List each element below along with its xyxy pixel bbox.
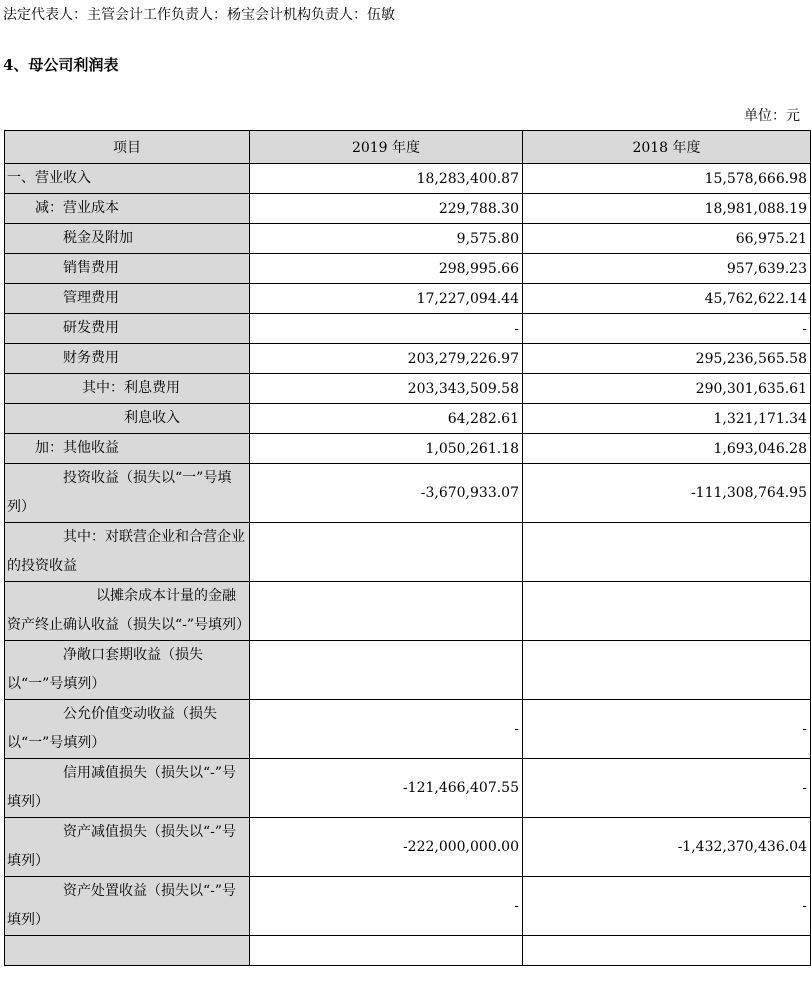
row-label: 减：营业成本 xyxy=(5,194,250,224)
table-row xyxy=(5,700,811,759)
row-label: 公允价值变动收益（损失以“一”号填列） xyxy=(5,700,250,759)
column-header-2018: 2018 年度 xyxy=(523,131,811,164)
table-row xyxy=(5,434,811,464)
value-2018 xyxy=(523,641,811,700)
row-label: 财务费用 xyxy=(5,344,250,374)
row-label: 投资收益（损失以“一”号填列） xyxy=(5,464,250,523)
value-2018: 957,639.23 xyxy=(523,254,811,284)
value-2018: 1,321,171.34 xyxy=(523,404,811,434)
value-2018: 18,981,088.19 xyxy=(523,194,811,224)
table-row xyxy=(5,224,811,254)
row-label: 税金及附加 xyxy=(5,224,250,254)
table-row xyxy=(5,464,811,523)
value-2019: 9,575.80 xyxy=(250,224,523,254)
value-2019: 1,050,261.18 xyxy=(250,434,523,464)
table-row xyxy=(5,284,811,314)
row-label: 资产处置收益（损失以“-”号填列） xyxy=(5,877,250,936)
table-row xyxy=(5,194,811,224)
column-header-item: 项目 xyxy=(5,131,250,164)
table-row xyxy=(5,404,811,434)
row-label: 利息收入 xyxy=(5,404,250,434)
row-label: 信用减值损失（损失以“-”号填列） xyxy=(5,759,250,818)
value-2018: 295,236,565.58 xyxy=(523,344,811,374)
row-label: 管理费用 xyxy=(5,284,250,314)
table-body xyxy=(5,164,811,966)
value-2019: - xyxy=(250,700,523,759)
value-2018: 66,975.21 xyxy=(523,224,811,254)
value-2018 xyxy=(523,936,811,966)
table-row xyxy=(5,164,811,194)
value-2019: 64,282.61 xyxy=(250,404,523,434)
value-2018: - xyxy=(523,314,811,344)
value-2018: - xyxy=(523,700,811,759)
row-label: 一、营业收入 xyxy=(5,164,250,194)
value-2019: - xyxy=(250,314,523,344)
value-2019: 229,788.30 xyxy=(250,194,523,224)
value-2018: - xyxy=(523,877,811,936)
table-row xyxy=(5,254,811,284)
value-2019 xyxy=(250,641,523,700)
table-row xyxy=(5,344,811,374)
value-2018: 15,578,666.98 xyxy=(523,164,811,194)
table-row xyxy=(5,314,811,344)
value-2019: -121,466,407.55 xyxy=(250,759,523,818)
value-2019: -3,670,933.07 xyxy=(250,464,523,523)
income-statement-table xyxy=(4,130,811,966)
row-label: 加：其他收益 xyxy=(5,434,250,464)
signatories-line: 法定代表人：主管会计工作负责人：杨宝会计机构负责人：伍敏 xyxy=(3,7,395,23)
table-row xyxy=(5,582,811,641)
table-row xyxy=(5,759,811,818)
row-label: 其中：利息费用 xyxy=(5,374,250,404)
unit-label: 单位：元 xyxy=(744,108,800,124)
row-label: 销售费用 xyxy=(5,254,250,284)
value-2019: 17,227,094.44 xyxy=(250,284,523,314)
value-2018: -1,432,370,436.04 xyxy=(523,818,811,877)
value-2018: 290,301,635.61 xyxy=(523,374,811,404)
table-row xyxy=(5,523,811,582)
value-2019: 18,283,400.87 xyxy=(250,164,523,194)
value-2018: -111,308,764.95 xyxy=(523,464,811,523)
row-label: 其中：对联营企业和合营企业的投资收益 xyxy=(5,523,250,582)
value-2019 xyxy=(250,523,523,582)
value-2018 xyxy=(523,523,811,582)
table-row xyxy=(5,877,811,936)
table-row xyxy=(5,818,811,877)
value-2018: 45,762,622.14 xyxy=(523,284,811,314)
table-header-row xyxy=(5,131,811,164)
row-label: 资产减值损失（损失以“-”号填列） xyxy=(5,818,250,877)
value-2019: 298,995.66 xyxy=(250,254,523,284)
section-title: 4、母公司利润表 xyxy=(3,56,119,74)
table-row xyxy=(5,936,811,966)
value-2019 xyxy=(250,936,523,966)
value-2019: 203,279,226.97 xyxy=(250,344,523,374)
table-row xyxy=(5,641,811,700)
row-label: 净敞口套期收益（损失以“一”号填列） xyxy=(5,641,250,700)
value-2019: - xyxy=(250,877,523,936)
value-2019 xyxy=(250,582,523,641)
value-2019: 203,343,509.58 xyxy=(250,374,523,404)
row-label: 以摊余成本计量的金融资产终止确认收益（损失以“-”号填列） xyxy=(5,582,250,641)
value-2018 xyxy=(523,582,811,641)
row-label xyxy=(5,936,250,966)
value-2018: 1,693,046.28 xyxy=(523,434,811,464)
value-2019: -222,000,000.00 xyxy=(250,818,523,877)
table-row xyxy=(5,374,811,404)
value-2018: - xyxy=(523,759,811,818)
column-header-2019: 2019 年度 xyxy=(250,131,523,164)
row-label: 研发费用 xyxy=(5,314,250,344)
